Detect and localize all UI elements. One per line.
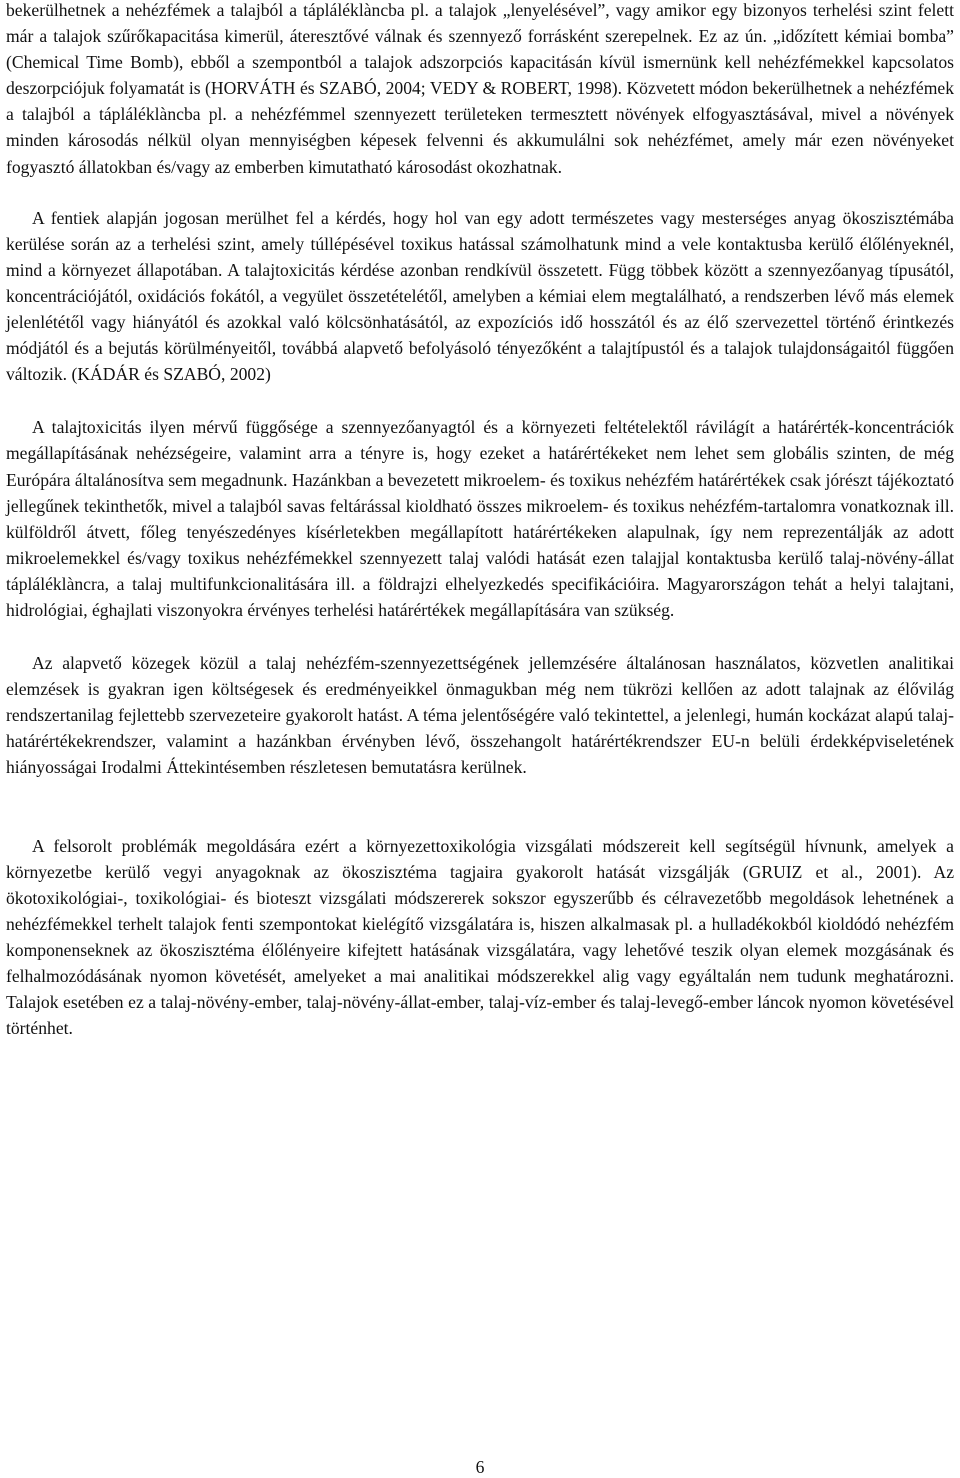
paragraph-4: Az alapvető közegek közül a talaj nehézfém-szennyezettségének jellemzésére általánosan használatos, közvetlen analitikai elemzések is gyakran igen költségesek és eredményeikkel önmagukban még nem tükrözi kellően az adott talajnak az élővilág rendszertanilag fejlettebb szervezeteire gyakorolt hatást. A téma jelentőségére való tekintettel, a jelenlegi, humán kockázat alapú talaj-határértékekrendszer, valamint a hazánkban érvényben lévő, összehangolt határértékrendszer EU-n belüli érdekképviseletének hiányosságai Irodalmi Áttekintésemben részletesen bemutatásra kerülnek.: [6, 653, 954, 778]
document-page: [6, 0, 954, 1041]
page-number: 6: [475, 1457, 485, 1477]
paragraph-1: bekerülhetnek a nehézfémek a talajból a tápláléklàncba pl. a talajok „lenyelésével”, vagy amikor egy bizonyos terhelési szint felett már a talajok szűrőkapacitása kimerül, áteresztővé válnak és szennyező forrásként szerepelnek. Ez az ún. „időzített kémiai bomba” (Chemical Time Bomb), ebből a szempontból a talajok adszorpciós kapacitásán kívül ismernünk kell nehézfémekkel kapcsolatos deszorpciójuk folyamatát is (HORVÁTH és SZABÓ, 2004; VEDY & ROBERT, 1998). Közvetett módon bekerülhetnek a nehézfémek a talajból a tápláléklàncba pl. a nehézfémmel szennyezett területeken termesztett növények elfogyasztásával, mivel a növények minden károsodás nélkül olyan mennyiségben képesek felvenni és akkumulálni sok nehézfémet, amely már ezen növényeket fogyasztó állatokban és/vagy az emberben kimutatható károsodást okozhatnak.: [6, 0, 954, 177]
paragraph-3: A talajtoxicitás ilyen mérvű függősége a szennyezőanyagtól és a környezeti feltételektől rávilágít a határérték-koncentrációk megállapításának nehézségeire, valamint arra a tényre is, hogy ezeket a határértékeket nem lehet sem globális szinten, de még Európára általánosítva sem megadnunk. Hazánkban a bevezetett mikroelem- és toxikus nehézfém határértékek csak jórészt tájékoztató jellegűnek tekinthetők, mivel a talajból savas feltárással kioldható összes mikroelem- és toxikus nehézfém-tartalomra vonatkoznak ill. külföldről átvett, főleg tenyészedényes kísérletekben megállapított határértékeken alapulnak, így nem reprezentálják az adott mikroelemekkel és/vagy toxikus nehézfémekkel szennyezett talaj valódi hatását ezen talajjal kontaktusba kerülő talaj-növény-állat tápláléklàncra, a talaj multifunkcionalitására ill. a földrajzi elhelyezkedés specifikációira. Magyarországon tehát a helyi talajtani, hidrológiai, éghajlati viszonyokra érvényes terhelési határértékek megállapítására van szükség.: [6, 417, 954, 620]
paragraph-2: A fentiek alapján jogosan merülhet fel a kérdés, hogy hol van egy adott természetes vagy mesterséges anyag ökoszisztémába kerülése során az a terhelési szint, amely túllépésével toxikus hatással számolhatunk mind a vele kontaktusba kerülő élőlényeknél, mind a környezet állapotában. A talajtoxicitás kérdése azonban rendkívül összetett. Függ többek között a szennyezőanyag típusától, koncentrációjától, oxidációs fokától, a vegyület összetételétől, amelyben a kémiai elem megtalálható, a rendszerben lévő más elemek jelenlététől vagy hiányától és azokkal való kölcsönhatásától, az expozíciós idő hosszától és az élő szervezettel történő érintkezés módjától és a bejutás körülményeitől, továbbá alapvető befolyásoló tényezőként a talajtípustól és a talajok tulajdonságaitól függően változik. (KÁDÁR és SZABÓ, 2002): [6, 207, 954, 385]
paragraph-5: A felsorolt problémák megoldására ezért a környezettoxikológia vizsgálati módszereit kell segítségül hívnunk, amelyek a környezetbe kerülő vegyi anyagoknak az ökoszisztéma tagjaira gyakorolt hatását vizsgálják (GRUIZ et al., 2001). Az ökotoxikológiai-, toxikológiai- és bioteszt vizsgálati módszererek sokszor egyszerűbb és célravezetőbb megoldások lehetnének a nehézfémekkel terhelt talajok fenti szempontokat kielégítő vizsgálatára is, hiszen alkalmasak pl. a hulladékokból kioldódó nehézfém komponenseknek az ökoszisztéma élőlényeire kifejtett hatásának vizsgálatára, vagy lehetővé teszik olyan elemek mozgásának és felhalmozódásának nyomon követését, amelyeket a mai analitikai módszerekkel alig vagy egyáltalán nem tudunk meghatározni. Talajok esetében ez a talaj-növény-ember, talaj-növény-állat-ember, talaj-víz-ember és talaj-levegő-ember láncok nyomon követésével történhet.: [6, 835, 954, 1039]
